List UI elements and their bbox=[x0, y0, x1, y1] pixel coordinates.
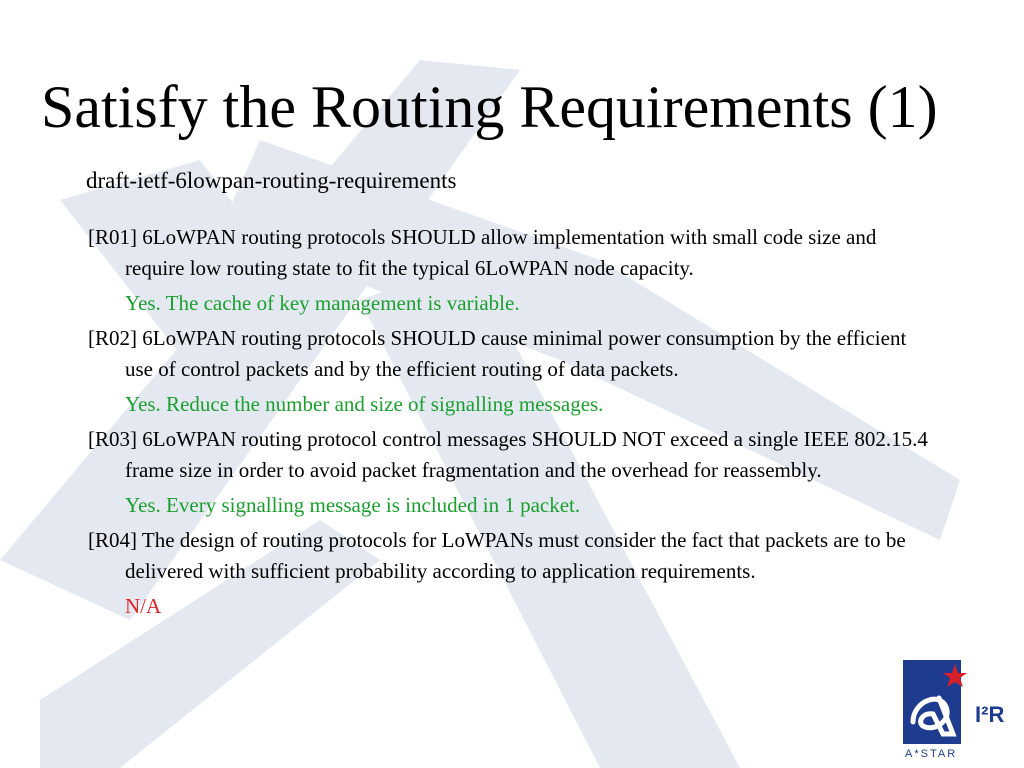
slide-title: Satisfy the Routing Requirements (1) bbox=[41, 74, 938, 140]
requirement-answer: Yes. The cache of key management is variable. bbox=[125, 291, 520, 315]
requirement-r02 bbox=[88, 323, 938, 420]
logo-org-text: A*STAR bbox=[905, 748, 958, 760]
requirement-r04 bbox=[88, 525, 938, 622]
requirement-r03 bbox=[88, 424, 938, 521]
requirement-answer: Yes. Every signalling message is included in 1 packet. bbox=[125, 493, 581, 517]
logo-brand-text: I²R bbox=[975, 702, 1005, 727]
requirement-text: [R02] 6LoWPAN routing protocols SHOULD cause minimal power consumption by the efficient use of control packets and by the efficient routing of data packets. bbox=[88, 326, 907, 381]
requirement-answer: N/A bbox=[125, 594, 162, 618]
requirement-text: [R04] The design of routing protocols for LoWPANs must consider the fact that packets are to be delivered with sufficient probability according to application requirements. bbox=[88, 528, 906, 583]
slide-subtitle: draft-ietf-6lowpan-routing-requirements bbox=[86, 168, 457, 193]
requirement-r01 bbox=[88, 222, 938, 319]
requirement-answer: Yes. Reduce the number and size of signalling messages. bbox=[125, 392, 604, 416]
requirements-list bbox=[88, 222, 938, 626]
requirement-text: [R01] 6LoWPAN routing protocols SHOULD allow implementation with small code size and require low routing state to fit the typical 6LoWPAN node capacity. bbox=[88, 225, 877, 280]
requirement-text: [R03] 6LoWPAN routing protocol control messages SHOULD NOT exceed a single IEEE 802.15.4 frame size in order to avoid packet fragmentation and the overhead for reassembly. bbox=[88, 427, 928, 482]
i2r-astar-logo bbox=[903, 660, 1019, 760]
